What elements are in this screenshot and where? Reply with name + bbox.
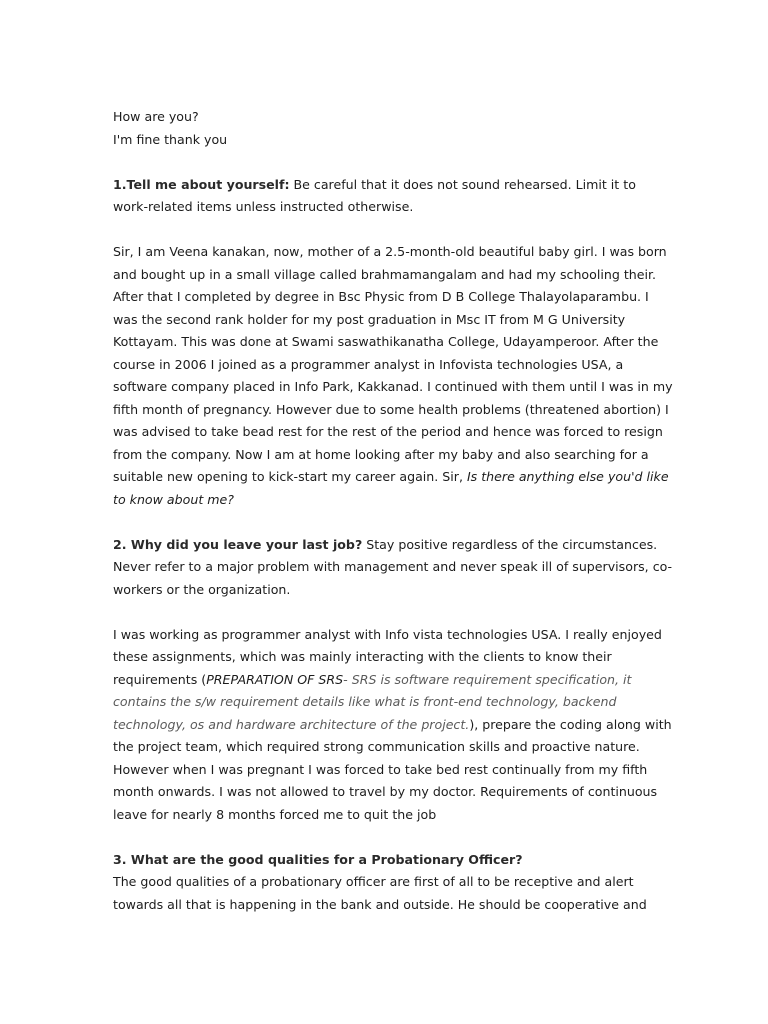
q2-answer-line: these assignments, which was mainly interacting with the clients to know their bbox=[113, 649, 612, 664]
q2-answer-line: leave for nearly 8 months forced me to quit the job bbox=[113, 806, 437, 822]
q1-answer-italic: Is there anything else you'd like bbox=[466, 469, 669, 484]
q1-hint-1: Be careful that it does not sound rehearsed. Limit it to bbox=[289, 176, 636, 192]
q2-answer-grey: contains the s/w requirement details like what is front-end technology, backend bbox=[113, 694, 617, 709]
q1-answer-line: Sir, I am Veena kanakan, now, mother of a 2.5-month-old beautiful baby girl. I was born bbox=[113, 244, 667, 259]
q3-title: 3. What are the good qualities for a Probationary Officer? bbox=[113, 851, 523, 867]
q2-answer-italic: PREPARATION OF SRS bbox=[206, 671, 344, 687]
q2-answer-line: However when I was pregnant I was forced to take bed rest continually from my fifth bbox=[113, 761, 648, 777]
q1-answer-line-11 bbox=[113, 466, 673, 489]
q1-answer-line: fifth month of pregnancy. However due to some health problems (threatened abortion) I bbox=[113, 401, 669, 417]
q2-answer-grey: technology, os and hardware architecture of the project. bbox=[113, 716, 470, 732]
q2-answer-line-4 bbox=[113, 691, 673, 714]
q3-line-1 bbox=[113, 849, 673, 872]
q2-answer-line: I was working as programmer analyst with Info vista technologies USA. I really enjoyed bbox=[113, 626, 662, 642]
greeting-question: How are you? bbox=[113, 109, 199, 124]
q2-hint-2: Never refer to a major problem with management and never speak ill of supervisors, co- bbox=[113, 559, 673, 574]
q1-answer-line: and bought up in a small village called brahmamangalam and had my schooling their. bbox=[113, 266, 657, 282]
q1-answer-line: from the company. Now I am at home looking after my baby and also searching for a bbox=[113, 446, 649, 462]
q3-answer-line: towards all that is happening in the bank and outside. He should be cooperative and bbox=[113, 896, 647, 912]
q2-answer-line-3 bbox=[113, 669, 673, 692]
q2-answer-grey: - SRS is software requirement specification, it bbox=[343, 671, 632, 687]
q2-answer-line: month onwards. I was not allowed to travel by my doctor. Requirements of continuous bbox=[113, 784, 658, 799]
q1-hint-2: work-related items unless instructed otherwise. bbox=[113, 199, 414, 214]
spacer bbox=[113, 511, 673, 534]
q1-answer-line: was advised to take bead rest for the rest of the period and hence was forced to resign bbox=[113, 424, 663, 439]
q3-answer-line: The good qualities of a probationary officer are first of all to be receptive and alert bbox=[113, 874, 634, 889]
q1-answer-line: After that I completed by degree in Bsc Physic from D B College Thalayolaparambu. I bbox=[113, 289, 649, 304]
q1-answer-line-12 bbox=[113, 489, 673, 512]
q1-answer-line: course in 2006 I joined as a programmer analyst in Infovista technologies USA, a bbox=[113, 356, 624, 372]
q2-answer-line: the project team, which required strong communication skills and proactive nature. bbox=[113, 739, 640, 754]
document-page bbox=[113, 106, 673, 916]
q1-title: 1.Tell me about yourself: bbox=[113, 176, 290, 192]
spacer bbox=[113, 826, 673, 849]
q2-hint-3: workers or the organization. bbox=[113, 581, 291, 597]
q2-answer-plain: requirements ( bbox=[113, 671, 207, 687]
q2-answer-plain: ), prepare the coding along with bbox=[469, 716, 672, 732]
q2-line-1 bbox=[113, 534, 673, 557]
q1-answer-line: was the second rank holder for my post graduation in Msc IT from M G University bbox=[113, 311, 626, 327]
q2-answer-line-5 bbox=[113, 714, 673, 737]
q1-answer-line: Kottayam. This was done at Swami saswathikanatha College, Udayamperoor. After the bbox=[113, 334, 659, 349]
q1-answer-italic-end: to know about me? bbox=[113, 491, 234, 507]
spacer bbox=[113, 601, 673, 624]
q1-answer-line: software company placed in Info Park, Kakkanad. I continued with them until I was in my bbox=[113, 379, 673, 394]
q2-title: 2. Why did you leave your last job? bbox=[113, 536, 363, 552]
q2-hint-1: Stay positive regardless of the circumstances. bbox=[362, 536, 658, 552]
q1-line-1 bbox=[113, 174, 673, 197]
spacer bbox=[113, 151, 673, 174]
spacer bbox=[113, 219, 673, 242]
greeting-answer: I'm fine thank you bbox=[113, 131, 228, 147]
q1-answer-plain: suitable new opening to kick-start my career again. Sir, bbox=[113, 469, 467, 484]
